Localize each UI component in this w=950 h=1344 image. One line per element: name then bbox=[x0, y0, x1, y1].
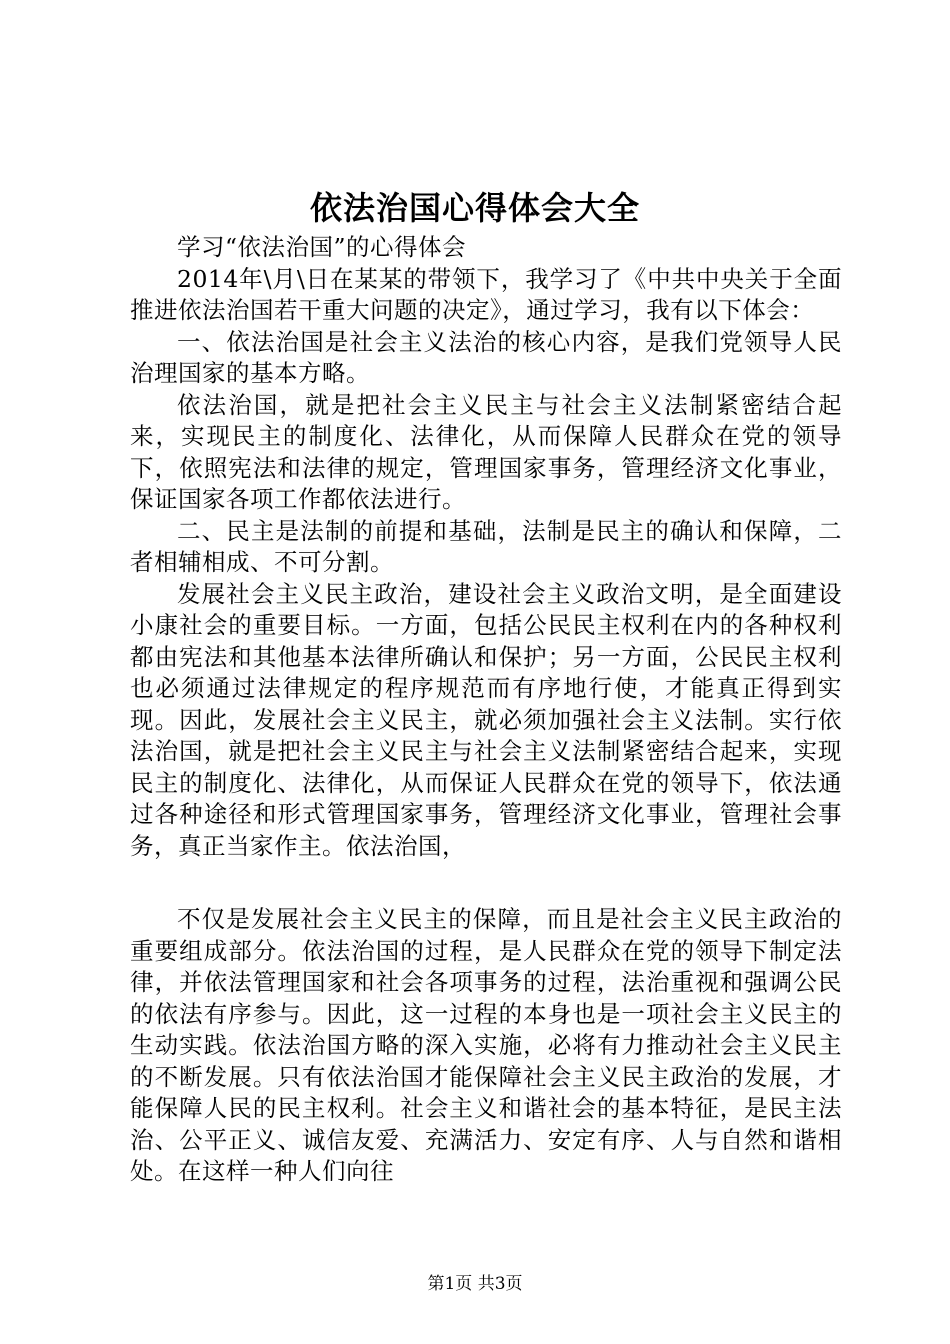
paragraph-intro: 2014年\月\日在某某的带领下，我学习了《中共中央关于全面推进依法治国若干重大问题的决定》，通过学习，我有以下体会： bbox=[130, 264, 842, 324]
paragraph-point-two: 二、民主是法制的前提和基础，法制是民主的确认和保障，二者相辅相成、不可分割。 bbox=[130, 516, 842, 576]
body-text-bottom bbox=[130, 904, 842, 1188]
page-footer: 第1页 共3页 bbox=[427, 1274, 523, 1294]
paragraph-continuation: 不仅是发展社会主义民主的保障，而且是社会主义民主政治的重要组成部分。依法治国的过程，是人民群众在党的领导下制定法律，并依法管理国家和社会各项事务的过程，法治重视和强调公民的依法有序参与。因此，这一过程的本身也是一项社会主义民主的生动实践。依法治国方略的深入实施，必将有力推动社会主义民主的不断发展。只有依法治国才能保障社会主义民主政治的发展，才能保障人民的民主权利。社会主义和谐社会的基本特征，是民主法治、公平正义、诚信友爱、充满活力、安定有序、人与自然和谐相处。在这样一种人们向往 bbox=[130, 905, 842, 1185]
subtitle-paragraph: 学习“依法治国”的心得体会 bbox=[177, 233, 467, 261]
paragraph-point-one: 一、依法治国是社会主义法治的核心内容，是我们党领导人民治理国家的基本方略。 bbox=[130, 327, 842, 387]
body-text-top bbox=[130, 232, 842, 862]
document-title: 依法治国心得体会大全 bbox=[309, 189, 640, 227]
paragraph-rule-of-law: 依法治国，就是把社会主义民主与社会主义法制紧密结合起来，实现民主的制度化、法律化，从而保障人民群众在党的领导下，依照宪法和法律的规定，管理国家事务，管理经济文化事业，保证国家各项工作都依法进行。 bbox=[130, 390, 842, 513]
paragraph-democracy: 发展社会主义民主政治，建设社会主义政治文明，是全面建设小康社会的重要目标。一方面，包括公民民主权利在内的各种权利都由宪法和其他基本法律所确认和保护；另一方面，公民民主权利也必须通过法律规定的程序规范而有序地行使，才能真正得到实现。因此，发展社会主义民主，就必须加强社会主义法制。实行依法治国，就是把社会主义民主与社会主义法制紧密结合起来，实现民主的制度化、法律化，从而保证人民群众在党的领导下，依法通过各种途径和形式管理国家事务，管理经济文化事业，管理社会事务，真正当家作主。依法治国， bbox=[130, 579, 842, 860]
